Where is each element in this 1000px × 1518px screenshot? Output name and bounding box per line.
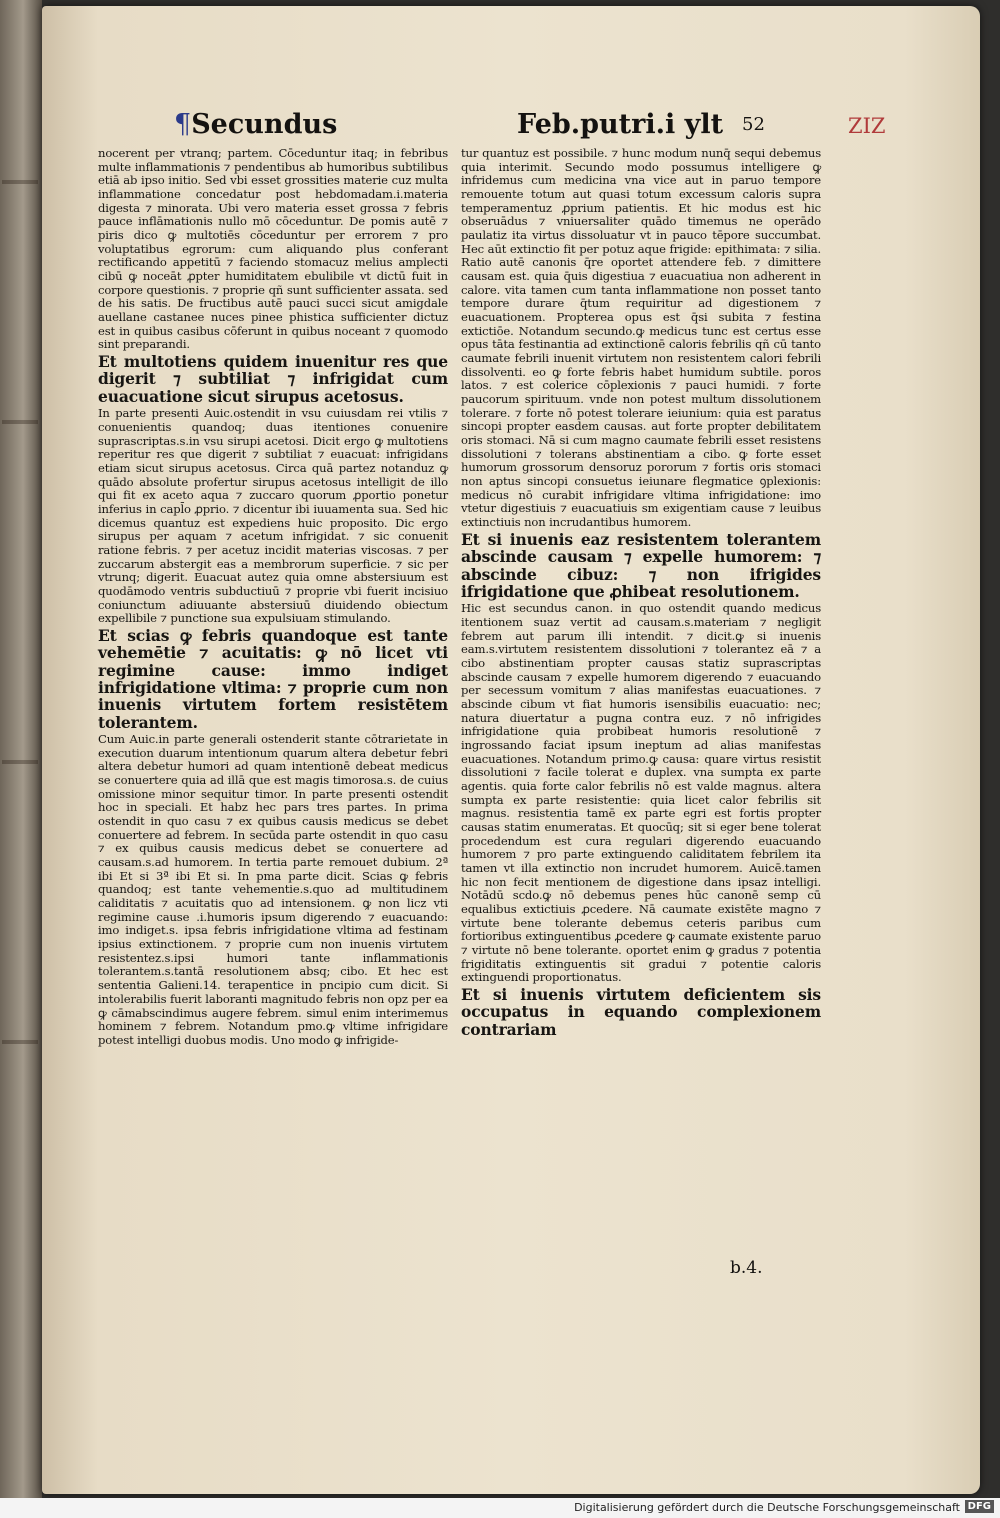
page-number: 52 — [742, 114, 765, 135]
previous-page-edge — [0, 0, 42, 1498]
commentary-paragraph: nocerent per vtranq; partem. Cōceduntur itaq; in febribus multe inflammationis ⁊ pendentibus ab humoribus subtilibus etiā ab ipso initio. Sed vbi esset grossities materie cuz multa inflammatione concedatur post hebdomadam.i.materia digesta ⁊ minorata. Ubi vero materia esset grossa ⁊ febris pauce inflāmationis nullo mō cōceduntur. De pomis autē ⁊ piris dico ꝙ multotiēs cōceduntur per errorem ⁊ pro voluptatibus egrorum: cum aliquando plus conferant rectificando appetitū ⁊ faciendo stomacuz melius amplecti cibū ꝙ noceāt ꝓpter humiditatem ebulibile vt dictū fuit in corpore questionis. ⁊ proprie qñ sunt sufficienter assata. sed de his satis. De fructibus autē pauci succi sicut amigdale auellane castanee nuces pinee phistica sufficienter dictuz est in quibus casibus cōferunt in quibus noceant ⁊ quomodo sint preparandi. — [98, 146, 448, 352]
pilcrow-icon: ¶ — [174, 109, 192, 140]
bleed-line — [2, 180, 38, 184]
signature-mark — [730, 1258, 763, 1278]
commentary-paragraph: tur quantuz est possibile. ⁊ hunc modum nunq̄ sequi debemus quia interimit. Secundo modo possumus intelligere ꝙ infridemus cum medicina vna vice aut in paruo tempore remouente totum aut quasi totum excessum caloris supra temperamentuz ꝓprium patientis. Et hic modus est hic obseruādus ⁊ vniuersaliter quādo timemus ne operādo paulatiz ita virtus dissoluatur vt in pauco tēpore succumbat. Hec aūt extinctio fit per potuz aque frigide: epithimata: ⁊ silia. Ratio autē canonis q̄re oportet attendere feb. ⁊ dimittere causam est. quia q̄uis digestiua ⁊ euacuatiua non adherent in calore. vita tamen cum tanta inflammatione non posset tanto tempore durare q̄tum requiritur ad digestionem ⁊ euacuationem. Propterea opus est q̄si subita ⁊ festina extictiōe. Notandum secundo.ꝙ medicus tunc est certus esse opus tāta festinantia ad extinctionē caloris febrilis qñ cū tanto caumate febrili inuenit virtutem non resistentem calori febrili dissolventi. eo ꝙ forte febris habet humidum subtile. poros latos. ⁊ est colerice cōplexionis ⁊ pauci humidi. ⁊ forte paucorum spirituum. vnde non potest multum dissolutionem tolerare. ⁊ forte nō potest tolerare ieiunium: quia est paratus sincopi propter easdem causas. aut forte propter debilitatem oris stomaci. Nā si cum magno caumate febrili esset resistens dissolutioni ⁊ tolerans abstinentiam a cibo. ꝙ forte esset humorum grossorum densoruz pororum ⁊ fortis oris stomaci non aptus sincopi consuetus ieiunare flegmatice ꝯplexionis: medicus nō curabit infrigidare vltima infrigidatione: imo vtetur digestiuis ⁊ euacuatiuis sm exigentiam cause ⁊ leuibus extinctiuis non incrudantibus humorem. — [461, 146, 821, 530]
commentary-paragraph: In parte presenti Auic.ostendit in vsu cuiusdam rei vtilis ⁊ conuenientis quandoq; duas itentiones conuenire suprascriptas.s.in vsu sirupi acetosi. Dicit ergo ꝙ multotiens reperitur res que digerit ⁊ subtiliat ⁊ euacuat: infrigidans etiam sicut sirupus acetosus. Circa quā partez notanduz ꝙ quādo absolute profertur sirupus acetosus intelligit de illo qui fit ex aceto aqua ⁊ zuccaro quorum ꝓportio ponetur inferius in capl̄o ꝓprio. ⁊ dicentur ibi iuuamenta sua. Sed hic dicemus quantuz est expediens huic proposito. Dic ergo sirupus per aquam ⁊ acetum infrigidat. ⁊ sic conuenit ratione febris. ⁊ per acetuz incidit materias viscosas. ⁊ per zuccarum abstergit eas a membrorum superficie. ⁊ sic per vtrunq; digerit. Euacuat autez quia omne abstersiuum est quodāmodo ventris subductiuū ⁊ proprie vbi fuerit incisiuo coniunctum adiuuante abstersiuū diuidendo obiectum expellibile ⁊ punctione sua expulsiuam stimulando. — [98, 406, 448, 626]
running-head-left-text: Secundus — [191, 109, 338, 140]
bleed-line — [2, 760, 38, 764]
funding-credit: Digitalisierung gefördert durch die Deutsche Forschungsgemeinschaft — [574, 1501, 960, 1514]
right-text-column — [461, 147, 821, 1040]
commentary-paragraph: Hic est secundus canon. in quo ostendit quando medicus itentionem suaz vertit ad causam.s.materiam ⁊ negligit febrem aut parum illi intendit. ⁊ dicit.ꝙ si inuenis eam.s.virtutem resistentem dissolutioni ⁊ tolerantez eā ⁊ a cibo abstinentiam propter causas statiz suprascriptas abscinde causam ⁊ expelle humorem digerendo ⁊ euacuando per secessum vomitum ⁊ alias manifestas euacuationes. ⁊ abscinde cibum vt fiat humoris isensibilis euacuatio: nec; natura diuertatur a pugna contra euz. ⁊ nō infrigides infrigidatione quia probibeat humoris resolutionē ⁊ ingrossando faciat ipsum ineptum ad alias manifestas euacuationes. Notandum primo.ꝙ causa: quare virtus resistit dissolutioni ⁊ facile tolerat e duplex. vna sumpta ex parte agentis. quia forte calor febrilis nō est valde magnus. altera sumpta ex parte resistentie: quia licet calor febrilis sit magnus. resistentia tamē ex parte egri est fortis propter causas statim enumeratas. Et quocūq; sit si eger bene tolerat procedendum est cura regulari digerendo euacuando humorem ⁊ pro parte extinguendo caliditatem febrilem ita tamen vt illa extinctio non incrudet humorem. Auicē.tamen hic non fecit mentionem de digestione dans ipsaz intelligi. Notādū scdo.ꝙ nō debemus penes hūc canonē semp cū equalibus extictiuis ꝓcedere. Nā caumate existēte magno ⁊ virtute bene tolerante debemus ceteris paribus cum fortioribus extinguentibus ꝓcedere ꝙ caumate existente paruo ⁊ virtute nō bene tolerante. oportet enim ꝙ gradus ⁊ potentia frigiditatis extinguentis sit gradui ⁊ potentie caloris extinguendi proportionatus. — [461, 601, 821, 985]
running-head-right — [517, 109, 723, 140]
dfg-logo: DFG — [965, 1500, 994, 1513]
bleed-line — [2, 1040, 38, 1044]
lemma-paragraph: Et si inuenis eaz resistentem tolerantem abscinde causam ⁊ expelle humorem: ⁊ abscinde cibuz: ⁊ non ifrigides ifrigidatione que ꝓhibeat resolutionem. — [461, 529, 821, 601]
left-text-column — [98, 147, 448, 1049]
bleed-line — [2, 420, 38, 424]
book-page — [42, 6, 980, 1494]
running-head-right-text: Feb.putri.i ylt — [517, 109, 724, 140]
digitization-footer — [0, 1498, 1000, 1518]
signature-text: b.4. — [730, 1258, 763, 1278]
commentary-paragraph: Cum Auic.in parte generali ostenderit stante cōtrarietate in execution duarum intentionum quarum altera debetur febri altera debetur humori ad quam intentionē debeat medicus se conuertere quia ad illā que est magis timorosa.s. de cuius omissione minor sequitur timor. In parte presenti ostendit hoc in speciali. Et habz hec pars tres partes. In prima ostendit in quo casu ⁊ ex quibus causis medicus se debet conuertere ad febrem. In secūda parte ostendit in quo casu ⁊ ex quibus causis medicus debet se conuertere ad causam.s.ad humorem. In tertia parte remouet dubium. 2ª ibi Et si 3ª ibi Et si. In pma parte dicit. Scias ꝙ febris quandoq; est tante vehementie.s.quo ad multitudinem caliditatis ⁊ acuitatis quo ad intensionem. ꝙ non licz vti regimine cause .i.humoris ipsum digerendo ⁊ euacuando: imo indiget.s. ipsa febris infrigidatione vltima ad festinam ipsius extinctionem. ⁊ proprie cum non inuenis virtutem resistentez.s.ipsi humori tante inflammationis tolerantem.s.tantā resolutionem absq; cibo. Et hec est sententia Galieni.14. terapentice in pncipio cum dicit. Si intolerabilis fuerit laboranti magnitudo febris non opz per ea ꝙ cāmabscindimus augere febrem. simul enim interimemus hominem ⁊ febrem. Notandum pmo.ꝙ vltime infrigidare potest intelligi duobus modis. Uno modo ꝙ infrigide- — [98, 732, 448, 1047]
folio-mark: ZIZ — [848, 114, 886, 138]
lemma-paragraph: Et scias ꝙ febris quandoque est tante vehemētie ⁊ acuitatis: ꝙ nō licet vti regimine cause: immo indiget infrigidatione vltima: ⁊ proprie cum non inuenis virtutem fortem resistētem tolerantem. — [98, 625, 448, 732]
lemma-paragraph: Et multotiens quidem inuenitur res que digerit ⁊ subtiliat ⁊ infrigidat cum euacuatione sicut sirupus acetosus. — [98, 352, 448, 406]
lemma-paragraph: Et si inuenis virtutem deficientem sis occupatus in equando complexionem contrariam — [461, 985, 821, 1039]
running-head-left — [174, 109, 337, 140]
